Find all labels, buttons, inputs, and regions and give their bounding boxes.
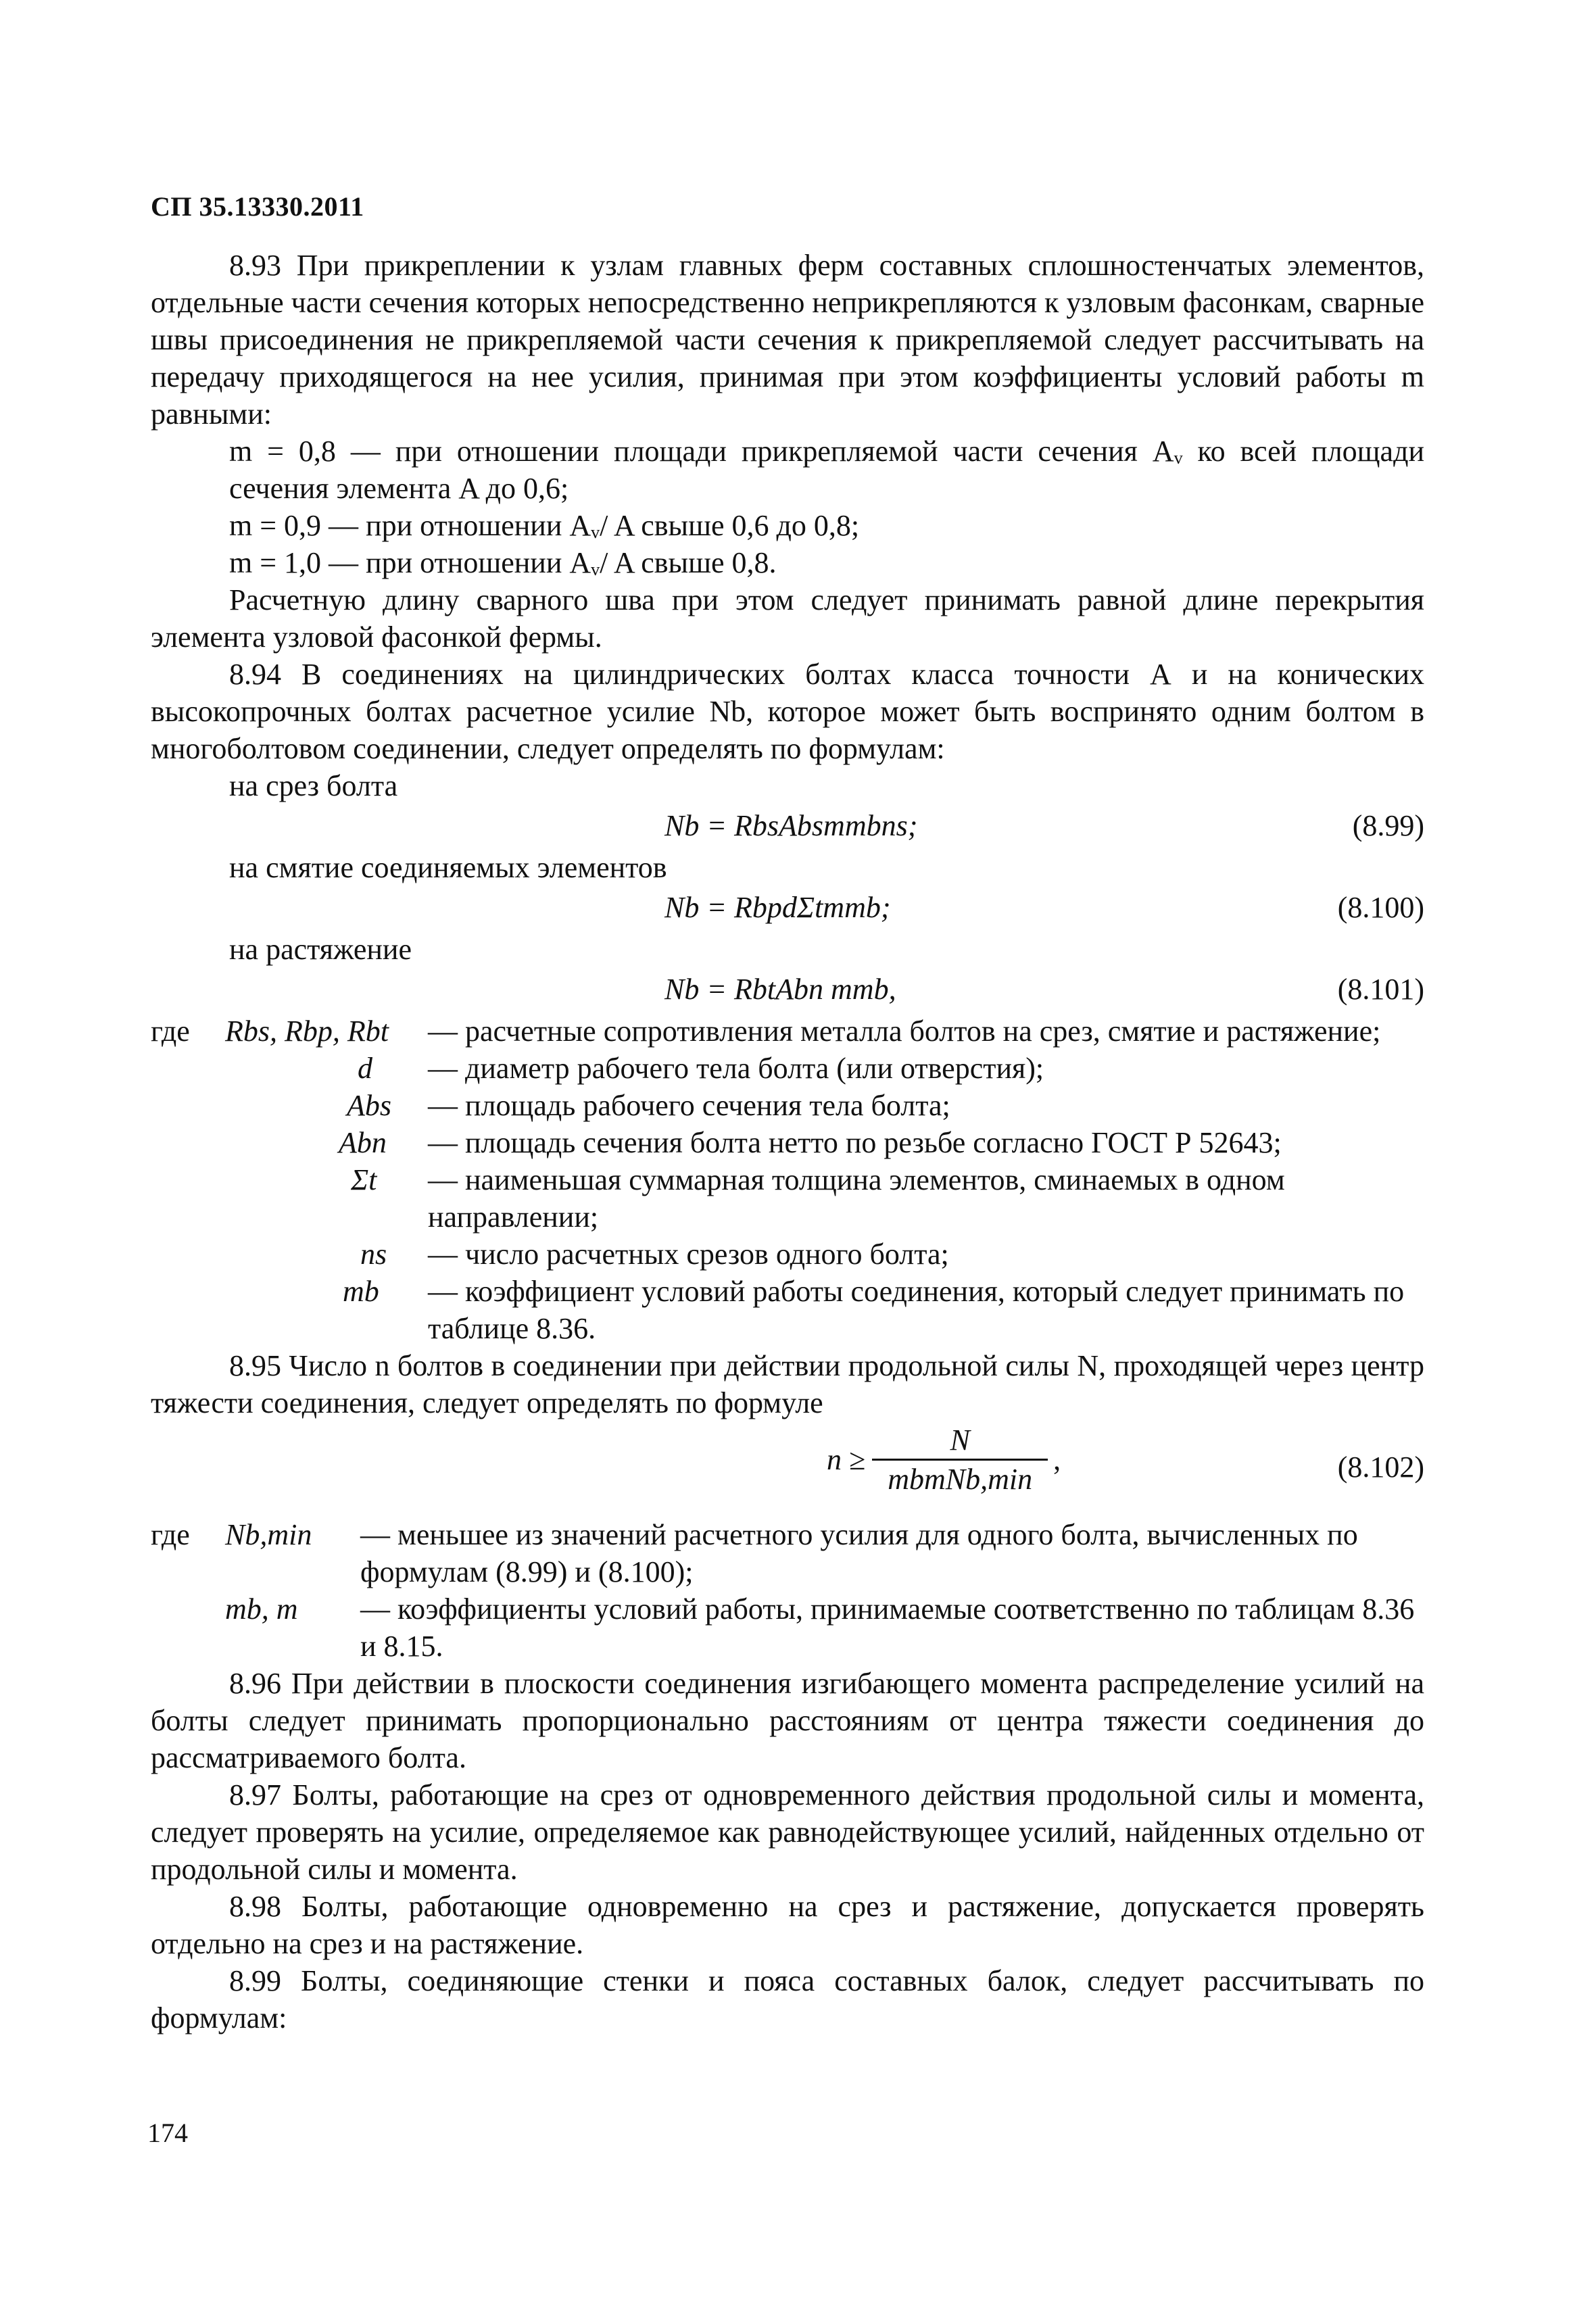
document-code-header: СП 35.13330.2011 — [151, 191, 364, 222]
formula-8-99-number: (8.99) — [1352, 809, 1424, 842]
definition-row — [151, 1087, 1424, 1124]
definition-symbol: d — [358, 1052, 372, 1085]
definition-row — [151, 1516, 1424, 1590]
definition-row — [151, 1273, 1424, 1347]
definition-symbol: mb — [343, 1275, 379, 1308]
document-body — [151, 247, 1424, 2037]
definition-row — [151, 1013, 1424, 1050]
coefficient-m-1-0: m = 1,0 — при отношении Aᵥ/ A свыше 0,8. — [229, 546, 777, 579]
clause-8-99: 8.99 Болты, соединяющие стенки и пояса составных балок, следует рассчитывать по формулам: — [151, 1964, 1424, 2034]
where-label: где — [151, 1015, 190, 1048]
coefficient-m-0-9: m = 0,9 — при отношении Aᵥ/ A свыше 0,6 до 0,8; — [229, 509, 860, 542]
formula-8-99 — [151, 804, 1424, 849]
definition-row — [151, 1050, 1424, 1087]
formula-8-100-expression: Nb = RbpdΣtmmb; — [664, 891, 891, 924]
formula-8-99-expression: Nb = RbsAbsmmbns; — [664, 809, 918, 842]
page-number: 174 — [147, 2118, 188, 2148]
fraction-numerator: N — [950, 1423, 970, 1457]
clause-8-94: 8.94 В соединениях на цилиндрических болтах класса точности А и на конических высокопрочных болтах расчетное усилие Nb, которое может быть воспринято одним болтом в многоболтовом соединении, следует определять по формулам: — [151, 658, 1424, 765]
formula-8-101-number: (8.101) — [1337, 973, 1424, 1006]
shear-label: на срез болта — [229, 769, 398, 802]
definition-text: — коэффициент условий работы соединения, который следует принимать по таблице 8.36. — [428, 1275, 1405, 1345]
definition-text: — площадь рабочего сечения тела болта; — [428, 1089, 950, 1122]
definition-row — [151, 1236, 1424, 1273]
definition-row — [151, 1161, 1424, 1236]
definition-row — [151, 1590, 1424, 1665]
formula-8-102-number: (8.102) — [1337, 1451, 1424, 1484]
crush-label: на смятие соединяемых элементов — [229, 851, 667, 884]
formula-8-102-expression — [827, 1421, 1061, 1498]
definition-symbol: Σt — [351, 1163, 377, 1196]
definition-symbol: Rbs, Rbp, Rbt — [225, 1015, 389, 1048]
clause-8-96: 8.96 При действии в плоскости соединения изгибающего момента распределение усилий на болты следует принимать пропорционально расстояниям от центра тяжести соединения до рассматриваемого болта. — [151, 1667, 1424, 1774]
formula-8-101-expression: Nb = RbtAbn mmb, — [664, 973, 896, 1006]
formula-lhs: n ≥ — [827, 1443, 866, 1476]
definition-row — [151, 1124, 1424, 1161]
definition-symbol: Nb,min — [225, 1518, 312, 1551]
definition-text: — диаметр рабочего тела болта (или отверстия); — [428, 1052, 1044, 1085]
definition-text: — коэффициенты условий работы, принимаемые соответственно по таблицам 8.36 и 8.15. — [360, 1592, 1415, 1663]
formula-8-100 — [151, 886, 1424, 931]
definition-text: — наименьшая суммарная толщина элементов, сминаемых в одном направлении; — [428, 1163, 1285, 1234]
formula-8-102 — [151, 1421, 1424, 1516]
definition-symbol: mb, m — [225, 1592, 298, 1626]
clause-8-93: 8.93 При прикреплении к узлам главных ферм составных сплошностенчатых элементов, отдельные части сечения которых непосредственно неприкрепляются к узловым фасонкам, сварные швы присоединения не прикрепляемой части сечения к прикрепляемой следует рассчитывать на передачу приходящегося на нее усилия, принимая при этом коэффициенты условий работы m равными: — [151, 249, 1424, 431]
fraction-denominator: mbmNb,min — [888, 1463, 1033, 1496]
where-label: где — [151, 1518, 190, 1551]
definition-text: — площадь сечения болта нетто по резьбе согласно ГОСТ Р 52643; — [428, 1126, 1282, 1159]
fraction — [872, 1421, 1048, 1498]
formula-8-100-number: (8.100) — [1337, 891, 1424, 924]
clause-8-97: 8.97 Болты, работающие на срез от одновременного действия продольной силы и момента, следует проверять на усилие, определяемое как равнодействующее усилий, найденных отдельно от продольной силы и момента. — [151, 1778, 1424, 1886]
definitions-8-94 — [151, 1013, 1424, 1347]
coefficient-m-0-8: m = 0,8 — при отношении площади прикрепляемой части сечения Aᵥ ко всей площади сечения элемента A до 0,6; — [229, 435, 1424, 505]
definition-symbol: Abn — [339, 1126, 387, 1159]
definitions-8-95 — [151, 1516, 1424, 1665]
weld-length-note: Расчетную длину сварного шва при этом следует принимать равной длине перекрытия элемента узловой фасонкой фермы. — [151, 583, 1424, 654]
tension-label: на растяжение — [229, 933, 412, 966]
clause-8-98: 8.98 Болты, работающие одновременно на срез и растяжение, допускается проверять отдельно на срез и на растяжение. — [151, 1890, 1424, 1960]
formula-comma: , — [1053, 1443, 1061, 1476]
definition-text: — меньшее из значений расчетного усилия для одного болта, вычисленных по формулам (8.99) и (8.100); — [360, 1518, 1358, 1588]
formula-8-101 — [151, 968, 1424, 1013]
definition-text: — расчетные сопротивления металла болтов на срез, смятие и растяжение; — [428, 1015, 1381, 1048]
definition-symbol: Abs — [347, 1089, 391, 1122]
clause-8-95: 8.95 Число n болтов в соединении при действии продольной силы N, проходящей через центр тяжести соединения, следует определять по формуле — [151, 1349, 1424, 1419]
definition-text: — число расчетных срезов одного болта; — [428, 1238, 949, 1271]
definition-symbol: ns — [360, 1238, 387, 1271]
